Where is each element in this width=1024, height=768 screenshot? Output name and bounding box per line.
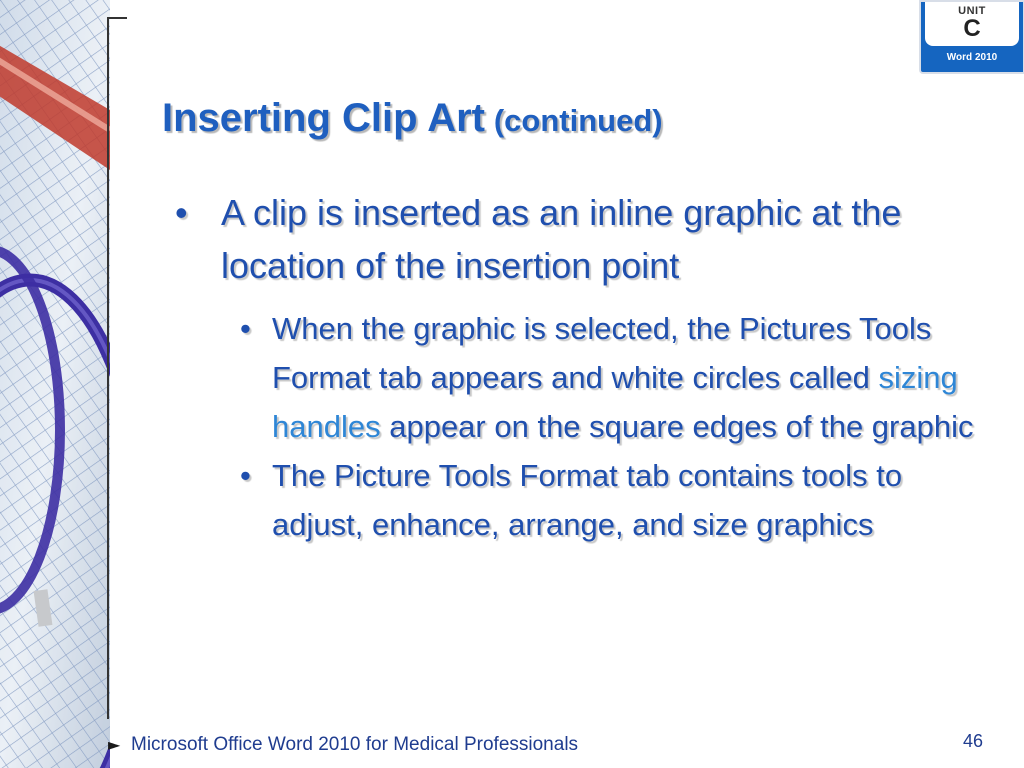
bullet-level1-text: A clip is inserted as an inline graphic at the location of the insertion point	[221, 192, 902, 286]
footer-text: Microsoft Office Word 2010 for Medical Professionals	[131, 734, 579, 755]
unit-badge-label-area	[925, 2, 1019, 46]
corner-bracket-divider	[107, 17, 127, 719]
sub-bullet-list	[240, 304, 980, 549]
sub-bullet-text-before: When the graphic is selected, the Pictures Tools Format tab appears and white circles called	[272, 311, 932, 395]
sub-bullet-item	[240, 451, 980, 549]
sub-bullet-text: The Picture Tools Format tab contains tools to adjust, enhance, arrange, and size graphics	[272, 458, 903, 542]
sub-bullet-text-after: appear on the square edges of the graphic	[389, 409, 974, 444]
bullet-dot: •	[240, 458, 251, 493]
unit-letter: C	[963, 15, 981, 42]
bullet-dot: •	[240, 311, 251, 346]
unit-word: UNIT	[958, 5, 986, 17]
unit-badge	[919, 0, 1024, 74]
key-term-sizing-handles: sizing handles	[272, 360, 958, 444]
sub-bullet-item	[240, 304, 980, 451]
slide-title-continued: (continued)	[493, 103, 663, 138]
sub-bullet-text	[272, 304, 980, 451]
badge-app-name: Word 2010	[946, 52, 998, 63]
decorative-side-photo	[0, 0, 110, 768]
page-number: 46	[963, 731, 984, 751]
bullet-level1	[175, 186, 975, 292]
slide-title-main: Inserting Clip Art	[162, 96, 485, 140]
footer-arrow-icon: ►	[108, 735, 121, 754]
slide-title	[162, 96, 663, 141]
bullet-dot: •	[175, 192, 188, 233]
